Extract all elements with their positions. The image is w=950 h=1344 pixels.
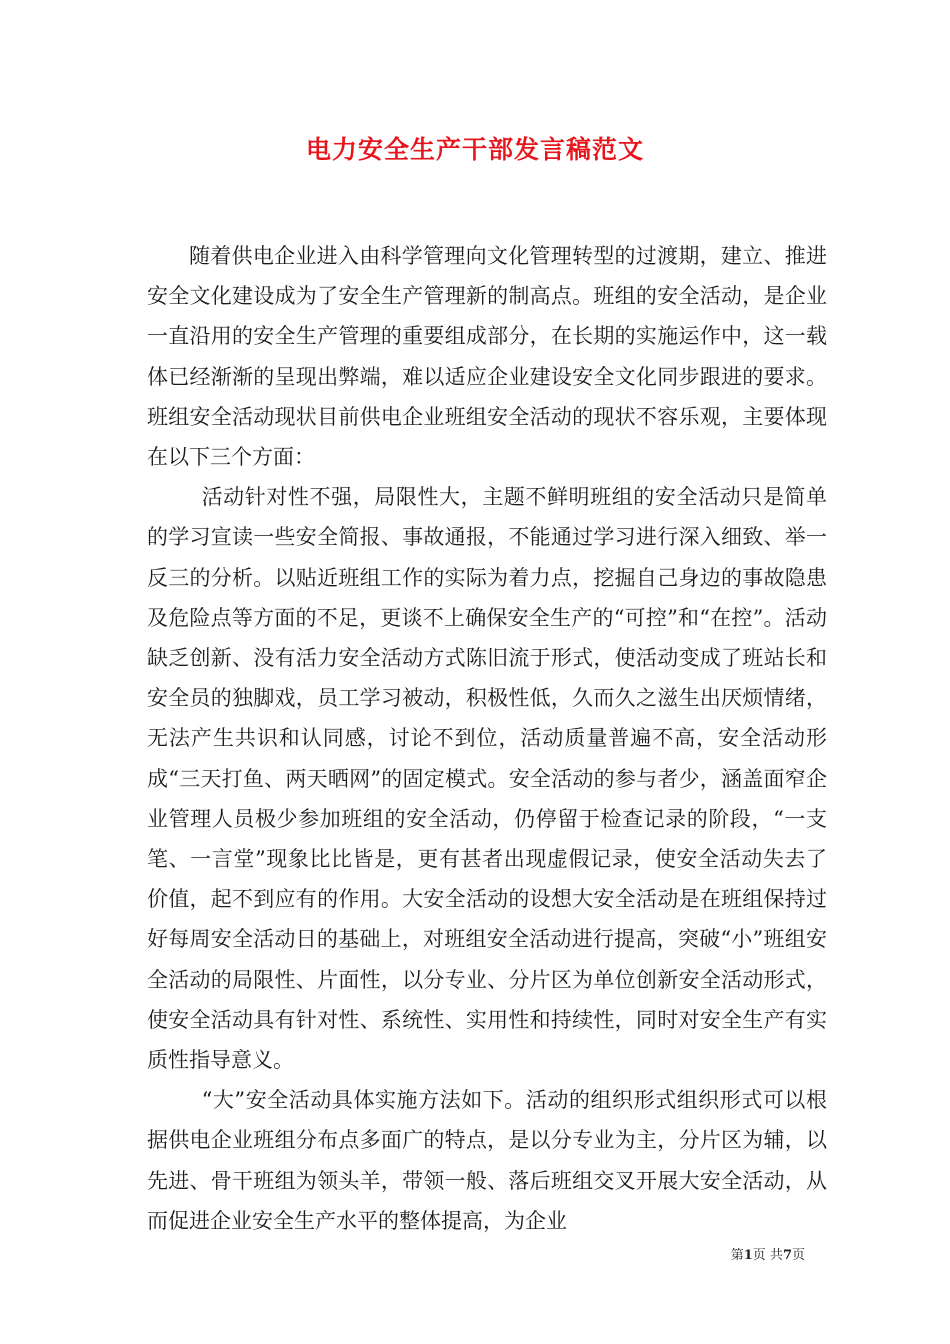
document-body	[147, 236, 827, 1241]
paragraph-intro: 随着供电企业进入由科学管理向文化管理转型的过渡期，建立、推进安全文化建设成为了安全生产管理新的制高点。班组的安全活动，是企业一直沿用的安全生产管理的重要组成部分，在长期的实施运作中，这一载体已经渐渐的呈现出弊端，难以适应企业建设安全文化同步跟进的要求。班组安全活动现状目前供电企业班组安全活动的现状不容乐观，主要体现在以下三个方面：	[147, 244, 827, 470]
footer-suffix: 页	[791, 1248, 805, 1263]
total-page-number: 7	[782, 1248, 792, 1263]
paragraph-implementation: “大”安全活动具体实施方法如下。活动的组织形式组织形式可以根据供电企业班组分布点多面广的特点，是以分专业为主，分片区为辅，以先进、骨干班组为领头羊，带领一般、落后班组交叉开展大安全活动，从而促进企业安全生产水平的整体提高，为企业	[147, 1088, 827, 1233]
paragraph-current-status: 活动针对性不强，局限性大，主题不鲜明班组的安全活动只是简单的学习宣读一些安全简报、事故通报，不能通过学习进行深入细致、举一反三的分析。以贴近班组工作的实际为着力点，挖掘自己身边的事故隐患及危险点等方面的不足，更谈不上确保安全生产的“可控”和“在控”。活动缺乏创新、没有活力安全活动方式陈旧流于形式，使活动变成了班站长和安全员的独脚戏，员工学习被动，积极性低，久而久之滋生出厌烦情绪，无法产生共识和认同感，讨论不到位，活动质量普遍不高，安全活动形成“三天打鱼、两天晒网”的固定模式。安全活动的参与者少，涵盖面窄企业管理人员极少参加班组的安全活动，仍停留于检查记录的阶段，“一支笔、一言堂”现象比比皆是，更有甚者出现虚假记录，使安全活动失去了价值，起不到应有的作用。大安全活动的设想大安全活动是在班组保持过好每周安全活动日的基础上，对班组安全活动进行提高，突破“小”班组安全活动的局限性、片面性，以分专业、分片区为单位创新安全活动形式，使安全活动具有针对性、系统性、实用性和持续性，同时对安全生产有实质性指导意义。	[147, 485, 827, 1073]
current-page-number: 1	[743, 1248, 753, 1263]
page-footer	[731, 1246, 805, 1266]
footer-middle: 页 共	[752, 1248, 783, 1263]
footer-prefix: 第	[730, 1248, 744, 1263]
page-title: 电力安全生产干部发言稿范文	[305, 135, 644, 164]
